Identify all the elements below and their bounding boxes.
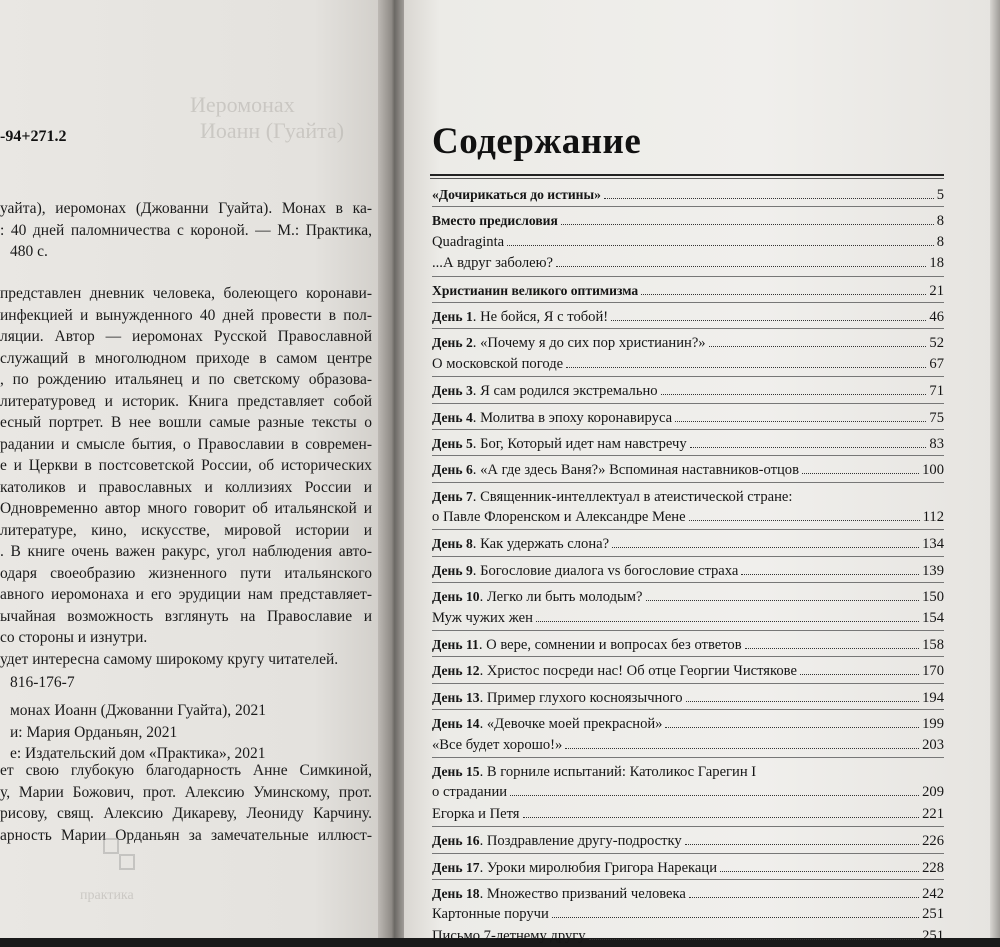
toc-entry [432, 857, 944, 878]
annotation-line: представлен дневник человека, болеющего коронави- [0, 285, 372, 302]
toc-entry [432, 253, 944, 274]
toc-entry-day: День 18 [432, 885, 480, 901]
toc-entry-day: День 15 [432, 763, 480, 779]
toc-entry [432, 232, 944, 253]
toc-entry-page: 5 [936, 187, 944, 203]
toc-entry [432, 804, 944, 825]
bbk-code: -94+271.2 [0, 128, 67, 145]
toc-entry-day: День 7 [432, 488, 473, 504]
acknowledgements-text [0, 760, 372, 846]
toc-leader-dots [709, 346, 927, 347]
toc-separator [432, 656, 944, 657]
toc-leader-dots [611, 320, 926, 321]
toc-leader-dots [690, 447, 927, 448]
toc-entry [432, 660, 944, 681]
toc-entry-title: Егорка и Петя [432, 805, 520, 822]
toc-entry-page: 134 [922, 536, 944, 553]
toc-entry-page: 18 [929, 255, 944, 272]
toc-leader-dots [689, 897, 919, 898]
toc-entry-page: 194 [922, 689, 944, 706]
copyright-line: е: Издательский дом «Практика», 2021 [10, 745, 266, 762]
toc-separator [432, 683, 944, 684]
toc-entry [432, 586, 944, 607]
isbn: 816-176-7 [10, 674, 75, 691]
toc-separator [432, 276, 944, 277]
toc-entry-page: 251 [922, 927, 944, 944]
toc-entry-day: День 9 [432, 562, 473, 578]
toc-entry-title: . О вере, сомнении и вопросах без ответов [478, 637, 742, 654]
toc-leader-dots [720, 871, 919, 872]
toc-entry [432, 354, 944, 375]
toc-separator [432, 403, 944, 404]
toc-leader-dots [552, 917, 919, 918]
toc-entry-page: 8 [936, 233, 944, 250]
toc-leader-dots [510, 795, 919, 796]
thanks-line: у, Марии Божович, прот. Алексию Уминскому, прот. [0, 783, 372, 801]
toc-entry-page: 199 [922, 716, 944, 733]
toc-entry-page: 46 [929, 308, 944, 325]
toc-entry [432, 280, 944, 301]
toc-entry-title: Христианин великого оптимизма [432, 282, 639, 298]
toc-separator [432, 757, 944, 758]
thanks-line: рисову, свящ. Алексию Дикареву, Леониду Карчину. [0, 805, 372, 822]
toc-separator [432, 206, 944, 207]
toc-separator [432, 376, 944, 377]
toc-entry-day: День 8 [432, 536, 473, 552]
annotation-line: . В книге очень важен ракурс, угол наблюдения авто- [0, 543, 372, 560]
toc-entry [432, 560, 944, 581]
toc-entry-title: . Я сам родился экстремально [472, 383, 658, 400]
toc-leader-dots [507, 245, 934, 246]
toc-separator [432, 455, 944, 456]
toc-entry-title: Муж чужих жен [432, 609, 533, 626]
toc-entry [432, 830, 944, 851]
toc-entry-page: 228 [922, 859, 944, 876]
toc-separator [432, 582, 944, 583]
toc-entry-page: 75 [929, 409, 944, 426]
toc-leader-dots [745, 648, 920, 649]
toc-leader-dots [561, 224, 934, 225]
toc-entry-day: День 2 [432, 335, 473, 351]
toc-entry-title: . Священник-интеллектуал в атеистической стране: [472, 488, 793, 505]
toc-entry [432, 634, 944, 655]
toc-separator [432, 556, 944, 557]
toc-entry-title: Quadraginta [432, 233, 505, 250]
toc-entry [432, 184, 944, 205]
toc-leader-dots [565, 748, 919, 749]
annotation-line: литературовед и историк. Книга представляет собой [0, 392, 372, 410]
toc-leader-dots [641, 294, 926, 295]
toc-leader-dots [589, 939, 920, 940]
toc-entry [432, 883, 944, 904]
toc-entry-page: 67 [929, 355, 944, 372]
publisher-logo [100, 835, 140, 875]
toc-separator [432, 482, 944, 483]
toc-entry [432, 433, 944, 454]
toc-leader-dots [675, 421, 926, 422]
toc-entry [432, 735, 944, 756]
toc-entry-day: День 11 [432, 637, 479, 653]
toc-separator [432, 879, 944, 880]
toc-entry-title: . Богословие диалога vs богословие страха [472, 562, 739, 579]
toc-entry-page: 139 [922, 562, 944, 579]
toc-separator [432, 826, 944, 827]
ghost-title-line-2: Иоанн (Гуайта) [200, 118, 345, 143]
annotation-line: со стороны и изнутри. [0, 629, 148, 646]
thanks-line: ет свою глубокую благодарность Анне Симкиной, [0, 762, 372, 779]
toc-entry-page: 100 [922, 462, 944, 479]
toc-entry-title: . Христос посреди нас! Об отце Георгии Чистякове [479, 663, 797, 680]
toc-entry-title: Вместо предисловия [432, 213, 558, 229]
toc-entry-page: 170 [922, 663, 944, 680]
annotation [0, 283, 372, 670]
thanks-line: арность Марии Орданьян за замечательные иллюст- [0, 826, 372, 844]
toc-entry [432, 407, 944, 428]
toc-entry-title: . В горниле испытаний: Католикос Гарегин I [479, 763, 757, 780]
toc-entry-title: . «А где здесь Ваня?» Вспоминая наставников-отцов [472, 462, 799, 479]
annotation-line: есный портрет. В нее вошли самые разные тексты о [0, 414, 372, 431]
toc-entry-day: День 1 [432, 308, 473, 324]
toc-title: Содержание [432, 121, 642, 162]
toc-entry [432, 761, 944, 782]
toc-entry [432, 380, 944, 401]
toc-entry-day: День 14 [432, 716, 480, 732]
toc-leader-dots [523, 817, 920, 818]
title-rule-thin [430, 178, 944, 179]
toc-entry-day: День 3 [432, 383, 473, 399]
biblio-line: 480 с. [10, 243, 48, 260]
toc-entry-page: 242 [922, 885, 944, 902]
toc-leader-dots [661, 394, 927, 395]
toc-entry [432, 459, 944, 480]
toc-entry-day: День 5 [432, 435, 473, 451]
toc-leader-dots [604, 198, 934, 199]
toc-entry-day: День 10 [432, 589, 480, 605]
page-edge [990, 0, 1000, 938]
annotation-line: е и Церкви в постсоветской России, об исторических [0, 457, 372, 474]
toc-entry-title: . Молитва в эпоху коронавируса [472, 409, 673, 426]
toc-separator [432, 429, 944, 430]
toc-leader-dots [612, 547, 919, 548]
toc-leader-dots [556, 266, 926, 267]
toc-leader-dots [802, 473, 919, 474]
toc-separator [432, 529, 944, 530]
copyright-line: и: Мария Орданьян, 2021 [10, 723, 178, 741]
annotation-line: радании и смысле бытия, о Православии в современ- [0, 435, 372, 453]
ghost-publisher-name: практика [80, 888, 134, 903]
toc-entry [432, 210, 944, 231]
toc-entry-title: ...А вдруг заболею? [432, 255, 554, 272]
toc-leader-dots [741, 574, 919, 575]
annotation-line: ляции. Автор — иеромонах Русской Православной [0, 328, 372, 345]
biblio-line: : 40 дней паломничества с короной. — М.: Практика, [0, 221, 372, 239]
toc-entry-day: День 6 [432, 462, 473, 478]
left-page [0, 0, 392, 938]
toc-entry-page: 221 [922, 805, 944, 822]
annotation-line: инфекцией и вынужденного 40 дней провести в пол- [0, 306, 372, 324]
toc-leader-dots [685, 844, 919, 845]
toc-entry-page: 83 [929, 435, 944, 452]
toc-leader-dots [800, 674, 919, 675]
annotation-line: удет интересна самому широкому кругу читателей. [0, 650, 339, 668]
annotation-line: Одновременно автор много говорит об итальянской и [0, 500, 372, 517]
toc-entry-page: 226 [922, 833, 944, 850]
toc-entry-page: 52 [929, 335, 944, 352]
toc-entry-title: О московской погоде [432, 355, 564, 372]
toc-entry [432, 926, 944, 947]
toc-leader-dots [646, 600, 920, 601]
toc-entry [432, 608, 944, 629]
toc-entry-title: Письмо 7-летнему другу [432, 927, 586, 944]
toc-separator [432, 709, 944, 710]
toc-entry-page: 21 [929, 282, 944, 299]
toc-entry-title: Картонные поручи [432, 906, 549, 923]
title-rule [430, 174, 944, 176]
acknowledgements [0, 742, 372, 756]
toc-leader-dots [689, 520, 920, 521]
toc-entry [432, 533, 944, 554]
toc-entry-title: . Множество призваний человека [479, 885, 686, 902]
biblio-line: уайта), иеромонах (Джованни Гуайта). Монах в ка- [0, 200, 372, 217]
toc-entry-page: 8 [936, 213, 944, 230]
toc-leader-dots [686, 701, 920, 702]
annotation-line: , по рождению итальянец и по светскому образова- [0, 371, 372, 388]
toc-entry-title: о страдании [432, 784, 508, 801]
toc-entry [432, 486, 944, 507]
annotation-line: одаря своеобразию жизненного пути итальянского [0, 564, 372, 582]
toc-entry-page: 209 [922, 784, 944, 801]
toc-entry-title: . Как удержать слона? [472, 536, 610, 553]
toc-entry-page: 150 [922, 589, 944, 606]
toc-entry-page: 112 [922, 509, 944, 526]
toc-entry-page: 158 [922, 637, 944, 654]
toc-entry-title: . «Почему я до сих пор христианин?» [472, 335, 706, 352]
toc-entry [432, 713, 944, 734]
toc-leader-dots [536, 621, 919, 622]
toc-entry-title: . Поздравление другу-подростку [479, 833, 682, 850]
annotation-line: литературе, кино, искусстве, мировой истории и [0, 521, 372, 539]
toc-entry-title: «Все будет хорошо!» [432, 736, 563, 753]
toc-entry-title: о Павле Флоренском и Александре Мене [432, 509, 686, 526]
toc-entry [432, 507, 944, 528]
ghost-title-line-1: Иеромонах [190, 92, 295, 117]
toc-entry-title: . Пример глухого косноязычного [479, 689, 683, 706]
toc-entry-day: День 16 [432, 833, 480, 849]
toc-entry-page: 251 [922, 906, 944, 923]
toc-entry-day: День 12 [432, 663, 480, 679]
toc-entry-title: . Легко ли быть молодым? [479, 589, 643, 606]
toc-entry-page: 154 [922, 609, 944, 626]
toc-entry-page: 71 [929, 383, 944, 400]
toc-entry-day: День 17 [432, 859, 480, 875]
toc-entry-title: «Дочирикаться до истины» [432, 187, 601, 202]
bibliographic-entry [0, 198, 372, 263]
toc-entry [432, 904, 944, 925]
toc-separator [432, 630, 944, 631]
toc-separator [432, 328, 944, 329]
toc-entry [432, 782, 944, 803]
toc-separator [432, 302, 944, 303]
annotation-line: католиков и православных и коллизиях России и [0, 478, 372, 496]
toc-entry-title: . Бог, Который идет нам навстречу [472, 435, 687, 452]
toc-entry-title: . Не бойся, Я с тобой! [472, 308, 609, 325]
toc-leader-dots [566, 367, 926, 368]
toc-entry-day: День 4 [432, 409, 473, 425]
toc-list [432, 184, 944, 947]
toc-entry-page: 203 [922, 736, 944, 753]
toc-entry-title: . «Девочке моей прекрасной» [479, 716, 663, 733]
toc-separator [432, 853, 944, 854]
copyright-line: монах Иоанн (Джованни Гуайта), 2021 [10, 702, 267, 719]
annotation-line: авного иеромонаха и его эрудиции нам представляет- [0, 586, 372, 603]
toc-leader-dots [665, 727, 919, 728]
toc-entry [432, 332, 944, 353]
toc-entry [432, 687, 944, 708]
toc-entry-title: . Уроки миролюбия Григора Нарекаци [479, 859, 718, 876]
toc-entry-day: День 13 [432, 689, 480, 705]
toc-entry [432, 306, 944, 327]
annotation-line: служащий в многолюдном приходе в самом центре [0, 349, 372, 367]
annotation-line: ычайная возможность взглянуть на Православие и [0, 607, 372, 625]
